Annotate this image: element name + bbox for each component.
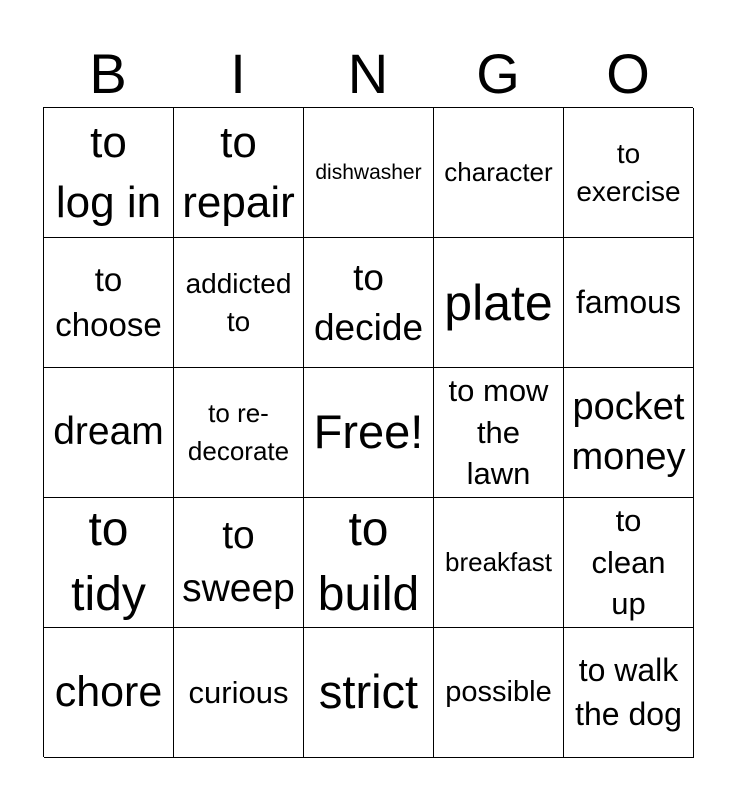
- bingo-board: [43, 107, 693, 757]
- header-letter-o: O: [606, 42, 650, 105]
- bingo-cell[interactable]: [434, 108, 564, 238]
- cell-text: plate: [444, 274, 553, 331]
- bingo-cell[interactable]: [174, 238, 304, 368]
- bingo-cell[interactable]: [564, 628, 694, 758]
- cell-text: to re- decorate: [187, 397, 290, 466]
- bingo-cell[interactable]: [174, 498, 304, 628]
- cell-text: to choose: [55, 260, 162, 343]
- header-letter-i: I: [230, 42, 246, 105]
- bingo-cell[interactable]: [434, 628, 564, 758]
- bingo-cell[interactable]: [44, 628, 174, 758]
- header-letter-b: B: [89, 42, 127, 105]
- header-letter-g: G: [476, 42, 520, 105]
- cell-text: Free!: [313, 405, 424, 459]
- cell-text: possible: [445, 676, 552, 709]
- cell-text: to decide: [313, 256, 424, 348]
- cell-text: curious: [188, 674, 289, 710]
- bingo-cell[interactable]: [44, 368, 174, 498]
- bingo-cell[interactable]: [174, 628, 304, 758]
- bingo-cell[interactable]: [434, 368, 564, 498]
- cell-text: to log in: [55, 118, 162, 227]
- bingo-cell[interactable]: [564, 108, 694, 238]
- bingo-cell[interactable]: [434, 498, 564, 628]
- header-letter-n: N: [347, 42, 389, 105]
- cell-text: addicted to: [185, 267, 292, 337]
- cell-text: pocket money: [571, 386, 686, 478]
- bingo-cell[interactable]: [44, 108, 174, 238]
- cell-text: strict: [318, 665, 419, 719]
- cell-text: to repair: [182, 118, 295, 227]
- cell-text: to exercise: [576, 137, 681, 207]
- cell-text: breakfast: [445, 546, 552, 577]
- bingo-cell[interactable]: [44, 238, 174, 368]
- bingo-cell[interactable]: [564, 238, 694, 368]
- free-space-cell[interactable]: [304, 368, 434, 498]
- bingo-cell[interactable]: [304, 108, 434, 238]
- bingo-cell[interactable]: [44, 498, 174, 628]
- cell-text: to build: [317, 502, 420, 621]
- cell-text: dishwasher: [315, 160, 422, 184]
- bingo-cell[interactable]: [174, 368, 304, 498]
- cell-text: to sweep: [182, 513, 295, 610]
- cell-text: dream: [53, 410, 164, 454]
- bingo-header: [43, 40, 693, 108]
- cell-text: to clean up: [591, 502, 666, 622]
- bingo-cell[interactable]: [304, 238, 434, 368]
- bingo-cell[interactable]: [304, 498, 434, 628]
- cell-text: famous: [576, 284, 681, 321]
- bingo-cell[interactable]: [564, 498, 694, 628]
- cell-text: to tidy: [71, 502, 146, 621]
- cell-text: to mow the lawn: [448, 372, 549, 492]
- bingo-cell[interactable]: [304, 628, 434, 758]
- bingo-cell[interactable]: [174, 108, 304, 238]
- cell-text: chore: [54, 667, 163, 716]
- cell-text: to walk the dog: [575, 652, 682, 732]
- bingo-cell[interactable]: [434, 238, 564, 368]
- bingo-cell[interactable]: [564, 368, 694, 498]
- cell-text: character: [444, 156, 553, 187]
